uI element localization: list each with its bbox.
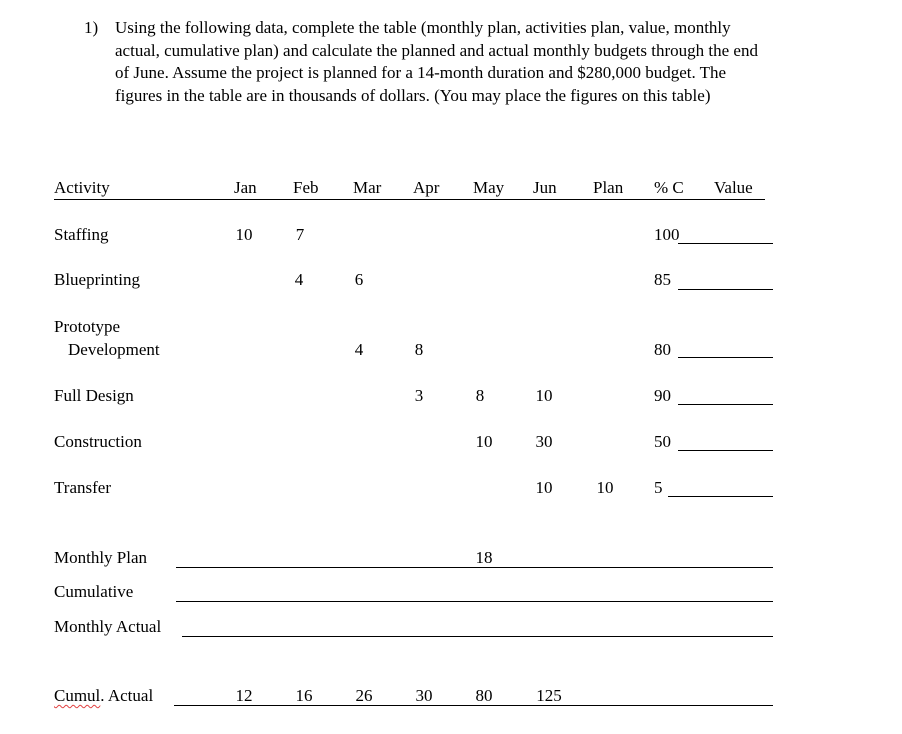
fill-line xyxy=(174,705,773,706)
cell-mar: 4 xyxy=(354,340,364,359)
question-line: of June. Assume the project is planned for a 14-month duration and $280,000 budget. The xyxy=(115,63,727,82)
fill-line xyxy=(176,567,773,568)
header-plan: Plan xyxy=(593,178,624,197)
cell-feb: 7 xyxy=(295,225,305,244)
value-blank xyxy=(678,243,773,244)
header-apr: Apr xyxy=(413,178,440,197)
row-label: Development xyxy=(68,340,160,359)
cell-feb: 16 xyxy=(295,686,313,705)
header-may: May xyxy=(473,178,505,197)
cell-mar: 6 xyxy=(354,270,364,289)
cell-pct: 80 xyxy=(654,340,671,359)
row-label xyxy=(54,686,153,706)
value-blank xyxy=(678,289,773,290)
row-label: Monthly Actual xyxy=(54,617,162,636)
row-label: Cumulative xyxy=(54,582,134,601)
header-activity: Activity xyxy=(54,178,110,197)
header-mar: Mar xyxy=(353,178,382,197)
row-label: Staffing xyxy=(54,225,109,244)
fill-line xyxy=(182,636,773,637)
header-underline xyxy=(54,199,765,200)
header-jan: Jan xyxy=(234,178,257,197)
row-label: Monthly Plan xyxy=(54,548,148,567)
cell-may: 10 xyxy=(475,432,493,451)
row-label: Prototype xyxy=(54,317,121,336)
cell-may: 8 xyxy=(475,386,485,405)
cell-may: 80 xyxy=(475,686,493,705)
cell-jun: 10 xyxy=(535,386,553,405)
cell-plan: 10 xyxy=(596,478,614,497)
cell-pct: 5 xyxy=(654,478,663,497)
cell-jun: 10 xyxy=(535,478,553,497)
cell-jan: 10 xyxy=(235,225,253,244)
question-text xyxy=(115,17,895,107)
cell-pct: 90 xyxy=(654,386,671,405)
header-feb: Feb xyxy=(293,178,319,197)
header-jun: Jun xyxy=(533,178,557,197)
cell-pct: 50 xyxy=(654,432,671,451)
row-label: Full Design xyxy=(54,386,134,405)
cell-feb: 4 xyxy=(294,270,304,289)
row-label: Transfer xyxy=(54,478,111,497)
cell-apr: 8 xyxy=(414,340,424,359)
cell-jan: 12 xyxy=(235,686,253,705)
row-label: Blueprinting xyxy=(54,270,140,289)
value-blank xyxy=(678,404,773,405)
cell-jun: 30 xyxy=(535,432,553,451)
question-line: figures in the table are in thousands of dollars. (You may place the figures on this table) xyxy=(115,85,711,105)
row-label-spellcheck: Cumul xyxy=(54,686,101,705)
question-line: Using the following data, complete the table (monthly plan, activities plan, value, monthly xyxy=(115,18,731,37)
question-number: 1) xyxy=(84,18,99,37)
cell-apr: 3 xyxy=(414,386,424,405)
cell-mar: 26 xyxy=(355,686,373,705)
value-blank xyxy=(668,496,773,497)
row-label: Construction xyxy=(54,432,142,451)
header-value: Value xyxy=(714,178,753,197)
cell-pct: 85 xyxy=(654,270,671,289)
cell-apr: 30 xyxy=(415,686,433,705)
question-line: actual, cumulative plan) and calculate the planned and actual monthly budgets through the end xyxy=(115,40,758,60)
row-label-rest: . Actual xyxy=(100,686,154,705)
cell-pct: 100 xyxy=(654,225,680,244)
cell-jun: 125 xyxy=(536,686,562,705)
cell-may: 18 xyxy=(475,548,493,567)
value-blank xyxy=(678,450,773,451)
fill-line xyxy=(176,601,773,602)
value-blank xyxy=(678,357,773,358)
header-pct-complete: % C xyxy=(654,178,684,197)
